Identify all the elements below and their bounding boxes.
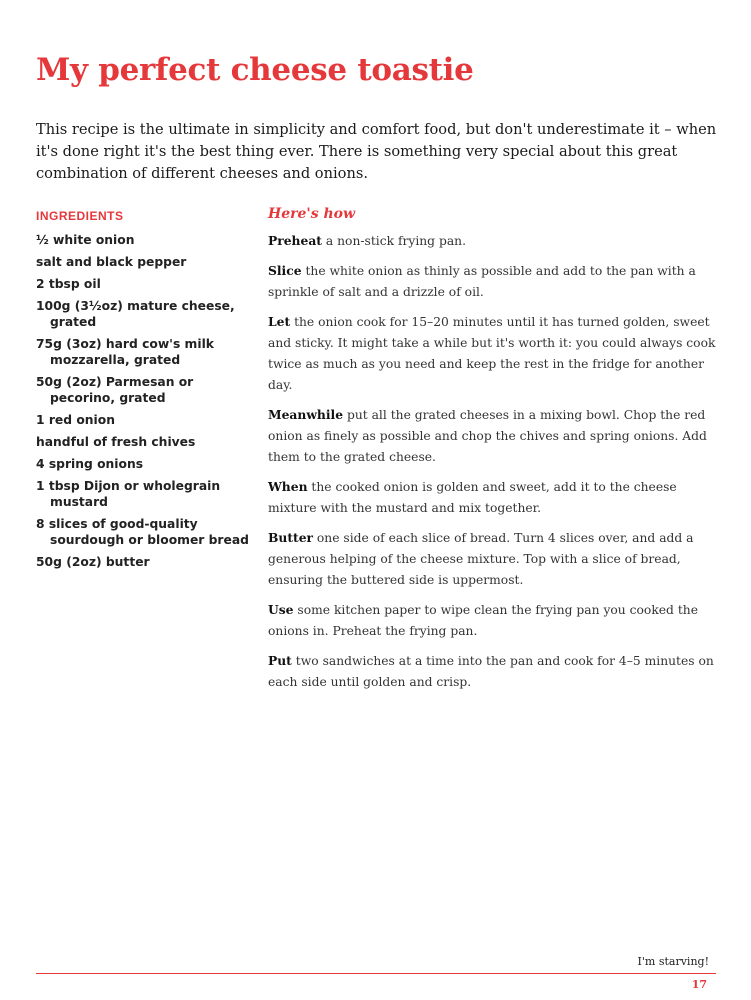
- method-step: [268, 311, 718, 396]
- ingredient-item: 4 spring onions: [36, 457, 144, 471]
- ingredient-item: 50g (2oz) Parmesan or pecorino, grated: [36, 375, 194, 405]
- ingredient-item: 1 tbsp Dijon or wholegrain mustard: [36, 479, 221, 509]
- page-number: 17: [691, 978, 707, 991]
- method-heading: Here's how: [268, 206, 356, 222]
- step-text: the onion cook for 15–20 minutes until it has turned golden, sweet and sticky. It might take a while but it's worth it: you could always cook twice as much as you need and keep the rest in the fridge for another day.: [268, 315, 716, 392]
- step-lead-word: Meanwhile: [268, 407, 344, 422]
- step-text: the cooked onion is golden and sweet, add it to the cheese mixture with the mustard and mix together.: [268, 480, 677, 515]
- step-lead-word: When: [268, 479, 308, 494]
- step-text: the white onion as thinly as possible and add to the pan with a sprinkle of salt and a drizzle of oil.: [268, 264, 696, 299]
- ingredient-item: 50g (2oz) butter: [36, 555, 150, 569]
- method-step: [268, 404, 718, 468]
- step-text: some kitchen paper to wipe clean the frying pan you cooked the onions in. Preheat the frying pan.: [268, 603, 698, 638]
- ingredients-list: [36, 232, 261, 576]
- step-text: put all the grated cheeses in a mixing bowl. Chop the red onion as finely as possible and chop the chives and spring onions. Add them to the grated cheese.: [268, 408, 707, 464]
- method-step: [268, 476, 718, 519]
- method-step: [268, 527, 718, 591]
- step-text: one side of each slice of bread. Turn 4 slices over, and add a generous helping of the cheese mixture. Top with a slice of bread, ensuring the buttered side is uppermost.: [268, 531, 694, 587]
- ingredient-item: 1 red onion: [36, 413, 115, 427]
- ingredient-item: 8 slices of good-quality sourdough or bloomer bread: [36, 517, 249, 547]
- step-lead-word: Preheat: [268, 233, 322, 248]
- method-step: [268, 260, 718, 303]
- ingredient-item: 2 tbsp oil: [36, 277, 101, 291]
- section-footer: I'm starving!: [637, 955, 709, 968]
- ingredients-heading: INGREDIENTS: [36, 209, 124, 223]
- ingredient-item: handful of fresh chives: [36, 435, 196, 449]
- step-lead-word: Slice: [268, 263, 302, 278]
- method-step: [268, 599, 718, 642]
- step-lead-word: Butter: [268, 530, 313, 545]
- ingredient-item: salt and black pepper: [36, 255, 187, 269]
- method-steps: [268, 230, 718, 701]
- ingredient-item: 100g (3½oz) mature cheese, grated: [36, 299, 235, 329]
- step-lead-word: Let: [268, 314, 291, 329]
- method-step: [268, 230, 718, 252]
- method-step: [268, 650, 718, 693]
- ingredient-item: 75g (3oz) hard cow's milk mozzarella, grated: [36, 337, 214, 367]
- recipe-intro: This recipe is the ultimate in simplicity and comfort food, but don't underestimate it – when it's done right it's the best thing ever. There is something very special about this great combination of different cheeses and onions.: [36, 121, 717, 182]
- step-text: two sandwiches at a time into the pan and cook for 4–5 minutes on each side until golden and crisp.: [268, 654, 714, 689]
- footer-divider: [36, 973, 716, 974]
- step-lead-word: Put: [268, 653, 292, 668]
- recipe-title: My perfect cheese toastie: [36, 52, 474, 88]
- step-text: a non-stick frying pan.: [321, 234, 466, 248]
- step-lead-word: Use: [268, 602, 294, 617]
- ingredient-item: ½ white onion: [36, 233, 135, 247]
